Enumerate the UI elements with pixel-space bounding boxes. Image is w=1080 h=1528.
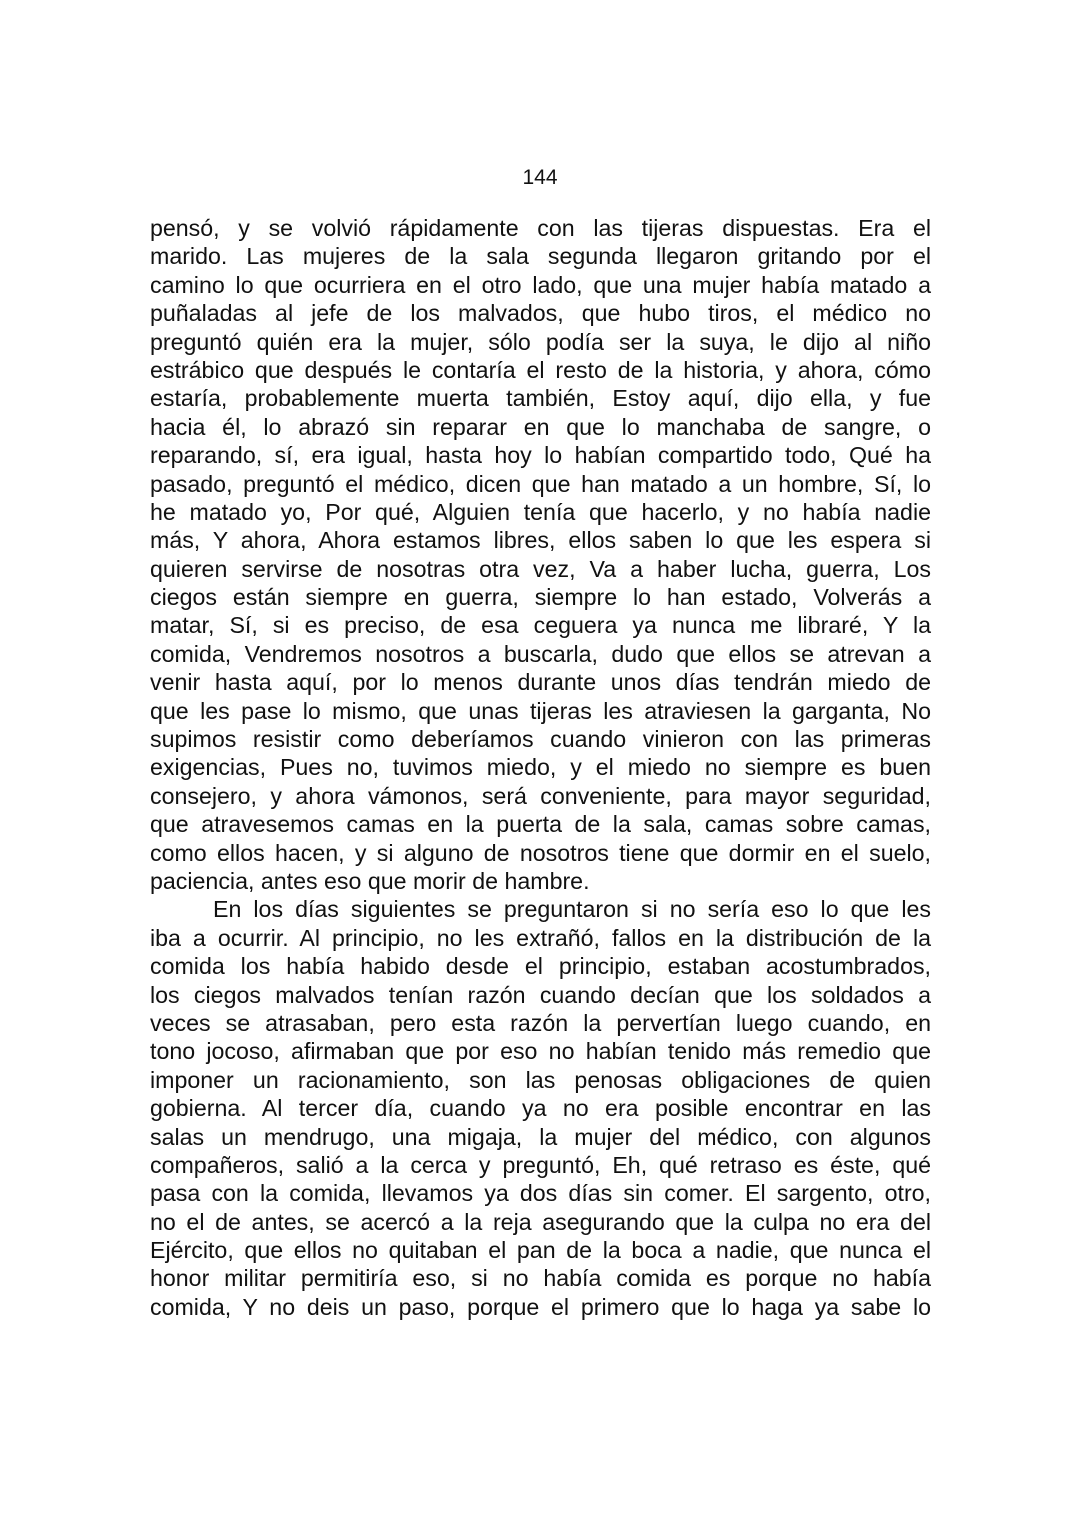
text-line: reparando, sí, era igual, hasta hoy lo habían compartido todo, Qué ha [150,442,931,469]
text-line: veces se atrasaban, pero esta razón la pervertían luego cuando, en [150,1009,931,1036]
text-line: compañeros, salió a la cerca y preguntó, Eh, qué retraso es éste, qué [150,1151,931,1178]
text-line: como ellos hacen, y si alguno de nosotros tiene que dormir en el suelo, [150,839,931,866]
text-line: preguntó quién era la mujer, sólo podía ser la suya, le dijo al niño [150,328,931,355]
text-line: estaría, probablemente muerta también, Estoy aquí, dijo ella, y fue [150,385,931,412]
paragraph [150,214,931,895]
text-line: tono jocoso, afirmaban que por eso no habían tenido más remedio que [150,1038,931,1065]
text-line: supimos resistir como deberíamos cuando vinieron con las primeras [150,726,931,753]
text-line: quieren servirse de nosotras otra vez, Va a haber lucha, guerra, Los [150,555,931,582]
text-line: comida, Vendremos nosotros a buscarla, dudo que ellos se atrevan a [150,640,931,667]
text-line: En los días siguientes se preguntaron si no sería eso lo que les [213,896,931,923]
text-line: iba a ocurrir. Al principio, no les extrañó, fallos en la distribución de la [150,924,931,951]
text-line: camino lo que ocurriera en el otro lado, que una mujer había matado a [150,271,931,298]
text-line: pasado, preguntó el médico, dicen que han matado a un hombre, Sí, lo [150,470,931,497]
text-line: puñaladas al jefe de los malvados, que hubo tiros, el médico no [150,300,931,327]
text-line: no el de antes, se acercó a la reja asegurando que la culpa no era del [150,1208,931,1235]
text-line: honor militar permitiría eso, si no había comida es porque no había [150,1265,931,1292]
text-line: ciegos están siempre en guerra, siempre lo han estado, Volverás a [150,584,931,611]
text-line: gobierna. Al tercer día, cuando ya no era posible encontrar en las [150,1095,931,1122]
text-line: comida los había habido desde el principio, estaban acostumbrados, [150,953,931,980]
page-number: 144 [522,166,558,189]
text-line: he matado yo, Por qué, Alguien tenía que hacerlo, y no había nadie [150,498,931,525]
text-line: que les pase lo mismo, que unas tijeras les atraviesen la garganta, No [150,697,931,724]
text-line: comida, Y no deis un paso, porque el primero que lo haga ya sabe lo [150,1293,931,1320]
body-text [150,214,931,1321]
text-line: marido. Las mujeres de la sala segunda llegaron gritando por el [150,243,931,270]
text-line: matar, Sí, si es preciso, de esa ceguera ya nunca me libraré, Y la [150,612,931,639]
text-line: hacia él, lo abrazó sin reparar en que lo manchaba de sangre, o [150,413,931,440]
text-line: consejero, y ahora vámonos, será conveniente, para mayor seguridad, [150,782,931,809]
text-line: pensó, y se volvió rápidamente con las tijeras dispuestas. Era el [150,215,931,241]
text-line: Ejército, que ellos no quitaban el pan de la boca a nadie, que nunca el [150,1237,931,1264]
paragraph [150,895,931,1321]
text-line: salas un mendrugo, una migaja, la mujer del médico, con algunos [150,1123,931,1150]
text-line: paciencia, antes eso que morir de hambre. [150,867,590,894]
text-line: exigencias, Pues no, tuvimos miedo, y el miedo no siempre es buen [150,754,931,781]
text-line: estrábico que después le contaría el resto de la historia, y ahora, cómo [150,356,931,383]
text-line: que atravesemos camas en la puerta de la sala, camas sobre camas, [150,811,931,838]
text-line: venir hasta aquí, por lo menos durante unos días tendrán miedo de [150,669,931,696]
text-line: imponer un racionamiento, son las penosas obligaciones de quien [150,1066,931,1093]
text-line: los ciegos malvados tenían razón cuando decían que los soldados a [150,981,931,1008]
text-line: más, Y ahora, Ahora estamos libres, ellos saben lo que les espera si [150,527,931,554]
text-line: pasa con la comida, llevamos ya dos días sin comer. El sargento, otro, [150,1180,931,1207]
